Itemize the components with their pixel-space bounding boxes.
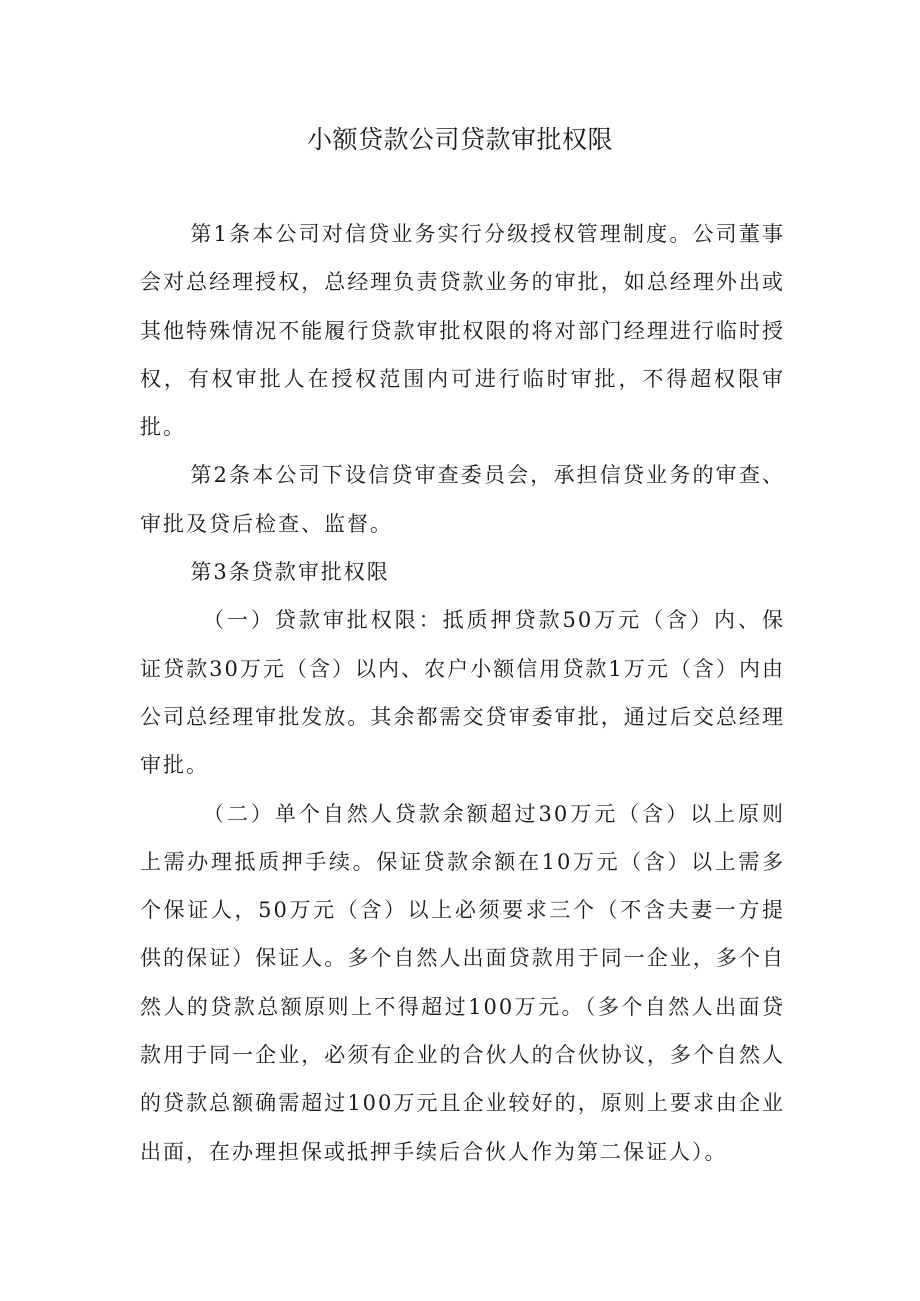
- document-title: 小额贷款公司贷款审批权限: [306, 125, 613, 154]
- article-2-paragraph: 第2条本公司下设信贷审查委员会，承担信贷业务的审查、审批及贷后检查、监督。: [140, 463, 785, 536]
- clause-2-paragraph: （二）单个自然人贷款余额超过30万元（含）以上原则上需办理抵质押手续。保证贷款余额在10万元（含）以上需多个保证人，50万元（含）以上必须要求三个（不含夫妻一方提供的保证）保证人。多个自然人出面贷款用于同一企业，多个自然人的贷款总额原则上不得超过100万元。（多个自然人出面贷款用于同一企业，必须有企业的合伙人的合伙协议，多个自然人的贷款总额确需超过100万元且企业较好的，原则上要求由企业出面，在办理担保或抵押手续后合伙人作为第二保证人）。: [140, 801, 785, 1164]
- article-1-paragraph: 第1条本公司对信贷业务实行分级授权管理制度。公司董事会对总经理授权，总经理负责贷款业务的审批，如总经理外出或其他特殊情况不能履行贷款审批权限的将对部门经理进行临时授权，有权审批人在授权范围内可进行临时审批，不得超权限审批。: [140, 222, 785, 440]
- document-body: [140, 210, 785, 1176]
- clause-1-paragraph: （一）贷款审批权限：抵质押贷款50万元（含）内、保证贷款30万元（含）以内、农户小额信用贷款1万元（含）内由公司总经理审批发放。其余都需交贷审委审批，通过后交总经理审批。: [140, 608, 785, 778]
- article-3-heading: 第3条贷款审批权限: [190, 560, 390, 585]
